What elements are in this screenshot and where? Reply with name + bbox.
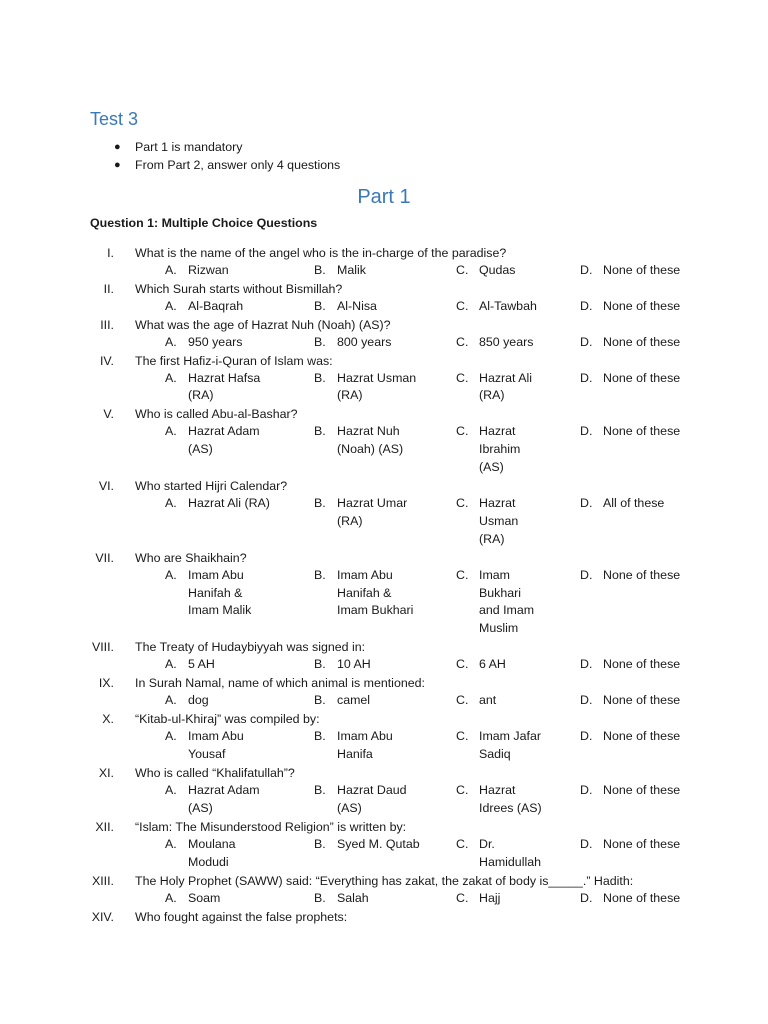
option-letter: D.	[580, 693, 593, 708]
option-letter: D.	[580, 298, 593, 313]
option-text: Imam Jafar Sadiq	[479, 729, 541, 762]
option-letter: B.	[314, 334, 326, 349]
option-text: Hazrat Usman (RA)	[337, 370, 417, 403]
question-number: XI.	[98, 766, 114, 781]
option-text: None of these	[603, 334, 681, 349]
option-letter: D.	[580, 334, 593, 349]
options-row	[90, 782, 710, 818]
option-letter: B.	[314, 783, 326, 798]
option-letter: C.	[456, 783, 469, 798]
option-text: None of these	[603, 657, 681, 672]
question-item	[90, 244, 710, 280]
question-number: II.	[103, 281, 114, 296]
question-row	[90, 244, 710, 262]
question-text: Who fought against the false prophets:	[135, 909, 348, 924]
option-text: Imam Abu Hanifah & Imam Bukhari	[337, 567, 414, 618]
question-text: Which Surah starts without Bismillah?	[135, 281, 343, 296]
option-text: Hazrat Hafsa (RA)	[188, 370, 261, 403]
question-text: Who started Hijri Calendar?	[135, 479, 288, 494]
question-row	[90, 674, 710, 692]
question-row	[90, 638, 710, 656]
option-text: Hazrat Adam (AS)	[188, 424, 260, 457]
option-text: Al-Baqrah	[188, 298, 244, 313]
option-letter: B.	[314, 729, 326, 744]
option-letter: B.	[314, 567, 326, 582]
question-number: X.	[102, 712, 114, 727]
option-letter: B.	[314, 890, 326, 905]
option-text: All of these	[603, 496, 665, 511]
question-row	[90, 316, 710, 334]
option-text: None of these	[603, 567, 681, 582]
options-row	[90, 567, 710, 639]
option-text: Al-Nisa	[337, 298, 377, 313]
question-item	[90, 872, 710, 908]
option-text: 10 AH	[337, 657, 371, 672]
option-text: Rizwan	[188, 263, 229, 277]
question-number: IX.	[98, 676, 114, 691]
option-text: None of these	[603, 424, 681, 439]
question-list	[90, 244, 710, 926]
options-row	[90, 692, 710, 710]
option-letter: A.	[165, 298, 177, 313]
option-text: None of these	[603, 729, 681, 744]
question-number: XII.	[95, 819, 114, 834]
option-text: 850 years	[479, 334, 534, 349]
option-letter: D.	[580, 836, 593, 851]
question-item	[90, 764, 710, 818]
option-letter: C.	[456, 729, 469, 744]
question-number: XIV.	[91, 909, 114, 924]
test-title: Test 3	[90, 109, 139, 129]
option-text: Hazrat Idrees (AS)	[479, 783, 542, 815]
options-row	[90, 890, 710, 908]
question-item	[90, 908, 710, 926]
options-row	[90, 423, 710, 477]
option-text: ant	[479, 693, 497, 708]
question-number: III.	[100, 317, 114, 332]
bullet-icon: ●	[114, 141, 121, 153]
instructions-list	[90, 138, 690, 174]
option-text: Dr. Hamidullah	[479, 836, 541, 869]
question-item	[90, 638, 710, 674]
option-text: 950 years	[188, 334, 243, 349]
question-text: What was the age of Hazrat Nuh (Noah) (AS)?	[135, 317, 391, 332]
question-item	[90, 352, 710, 406]
option-letter: D.	[580, 496, 593, 511]
options-row	[90, 370, 710, 406]
option-letter: C.	[456, 496, 469, 511]
option-text: None of these	[603, 370, 681, 385]
option-letter: B.	[314, 263, 326, 277]
option-text: Hazrat Ali (RA)	[188, 496, 270, 511]
option-text: None of these	[603, 693, 681, 708]
option-letter: C.	[456, 424, 469, 439]
option-text: Hazrat Umar (RA)	[337, 496, 408, 528]
option-letter: B.	[314, 657, 326, 672]
option-letter: D.	[580, 657, 593, 672]
option-letter: D.	[580, 263, 593, 277]
option-text: Al-Tawbah	[479, 298, 537, 313]
option-text: None of these	[603, 890, 681, 905]
question-text: Who is called Abu-al-Bashar?	[135, 407, 298, 422]
option-letter: C.	[456, 298, 469, 313]
question-number: IV.	[99, 353, 114, 368]
question-number: VII.	[95, 550, 114, 565]
question-text: Who is called “Khalifatullah”?	[135, 766, 295, 781]
question-text: “Kitab-ul-Khiraj” was compiled by:	[135, 712, 320, 727]
options-row	[90, 728, 710, 764]
instruction-item: ● Part 1 is mandatory	[114, 140, 243, 154]
question-heading: Question 1: Multiple Choice Questions	[90, 216, 318, 230]
question-row	[90, 710, 710, 728]
option-letter: B.	[314, 424, 326, 439]
option-text: Hazrat Daud (AS)	[337, 783, 407, 815]
option-text: Qudas	[479, 263, 516, 277]
question-item	[90, 674, 710, 710]
option-text: Soam	[188, 890, 221, 905]
options-row	[90, 262, 710, 280]
question-row	[90, 908, 710, 926]
option-text: 800 years	[337, 334, 392, 349]
option-letter: B.	[314, 496, 326, 511]
question-row	[90, 764, 710, 782]
option-text: Hajj	[479, 890, 501, 905]
question-number: VIII.	[91, 640, 114, 655]
option-letter: A.	[165, 263, 177, 277]
question-text: The Treaty of Hudaybiyyah was signed in:	[135, 640, 366, 655]
option-text: Imam Abu Yousaf	[188, 729, 244, 762]
question-item	[90, 316, 710, 352]
option-text: 5 AH	[188, 657, 215, 672]
option-letter: C.	[456, 693, 469, 708]
question-text: Who are Shaikhain?	[135, 550, 247, 565]
option-text: Imam Abu Hanifah & Imam Malik	[188, 567, 252, 618]
option-letter: A.	[165, 693, 177, 708]
option-text: Hazrat Usman (RA)	[479, 496, 519, 546]
option-letter: A.	[165, 729, 177, 744]
option-text: None of these	[603, 298, 681, 313]
question-item	[90, 710, 710, 764]
question-row	[90, 477, 710, 495]
options-row	[90, 656, 710, 674]
option-text: Hazrat Adam (AS)	[188, 783, 260, 815]
option-letter: C.	[456, 334, 469, 349]
question-item	[90, 280, 710, 316]
option-letter: C.	[456, 890, 469, 905]
option-text: Moulana Modudi	[188, 836, 236, 869]
question-text: In Surah Namal, name of which animal is mentioned:	[135, 676, 425, 691]
question-row	[90, 280, 710, 298]
option-letter: A.	[165, 424, 177, 439]
option-text: Syed M. Qutab	[337, 836, 420, 851]
option-letter: C.	[456, 370, 469, 385]
question-text: The first Hafiz-i-Quran of Islam was:	[135, 353, 333, 368]
option-text: None of these	[603, 263, 681, 277]
option-letter: B.	[314, 298, 326, 313]
question-number: XIII.	[91, 873, 114, 888]
option-text: camel	[337, 693, 371, 708]
option-letter: D.	[580, 729, 593, 744]
option-text: Hazrat Ali (RA)	[479, 370, 533, 403]
option-letter: B.	[314, 693, 326, 708]
option-letter: D.	[580, 890, 593, 905]
option-text: Hazrat Ibrahim (AS)	[479, 424, 521, 475]
option-letter: C.	[456, 263, 469, 277]
question-row	[90, 872, 710, 890]
option-text: dog	[188, 693, 209, 708]
option-letter: C.	[456, 567, 469, 582]
option-letter: B.	[314, 370, 326, 385]
bullet-icon: ●	[114, 159, 121, 171]
option-letter: A.	[165, 783, 177, 798]
option-text: 6 AH	[479, 657, 506, 672]
question-number: V.	[103, 407, 114, 422]
question-text: What is the name of the angel who is the in-charge of the paradise?	[135, 246, 507, 260]
option-text: None of these	[603, 783, 681, 798]
option-text: Salah	[337, 890, 369, 905]
option-letter: A.	[165, 836, 177, 851]
option-text: Imam Abu Hanifa	[337, 729, 393, 762]
options-row	[90, 298, 710, 316]
option-text: Malik	[337, 263, 366, 277]
question-row	[90, 818, 710, 836]
question-number: VI.	[98, 479, 114, 494]
options-row	[90, 334, 710, 352]
option-letter: A.	[165, 890, 177, 905]
question-item	[90, 818, 710, 872]
option-letter: A.	[165, 334, 177, 349]
options-row	[90, 836, 710, 872]
question-text: The Holy Prophet (SAWW) said: “Everything has zakat, the zakat of body is_____.” Hadith:	[135, 873, 634, 888]
question-item	[90, 549, 710, 639]
instruction-item: ● From Part 2, answer only 4 questions	[114, 158, 341, 172]
option-text: Imam Bukhari and Imam Muslim	[479, 567, 535, 636]
option-letter: D.	[580, 567, 593, 582]
question-row	[90, 549, 710, 567]
option-text: None of these	[603, 836, 681, 851]
option-letter: A.	[165, 496, 177, 511]
options-row	[90, 495, 710, 549]
question-item	[90, 477, 710, 549]
question-row	[90, 352, 710, 370]
option-letter: B.	[314, 836, 326, 851]
option-letter: D.	[580, 370, 593, 385]
question-item	[90, 405, 710, 477]
question-number: I.	[107, 246, 114, 260]
option-letter: C.	[456, 836, 469, 851]
option-letter: A.	[165, 370, 177, 385]
option-letter: A.	[165, 567, 177, 582]
part-title: Part 1	[357, 186, 411, 208]
question-text: “Islam: The Misunderstood Religion” is written by:	[135, 819, 407, 834]
option-text: Hazrat Nuh (Noah) (AS)	[337, 424, 404, 457]
option-letter: C.	[456, 657, 469, 672]
option-letter: D.	[580, 424, 593, 439]
option-letter: A.	[165, 657, 177, 672]
option-letter: D.	[580, 783, 593, 798]
question-row	[90, 405, 710, 423]
